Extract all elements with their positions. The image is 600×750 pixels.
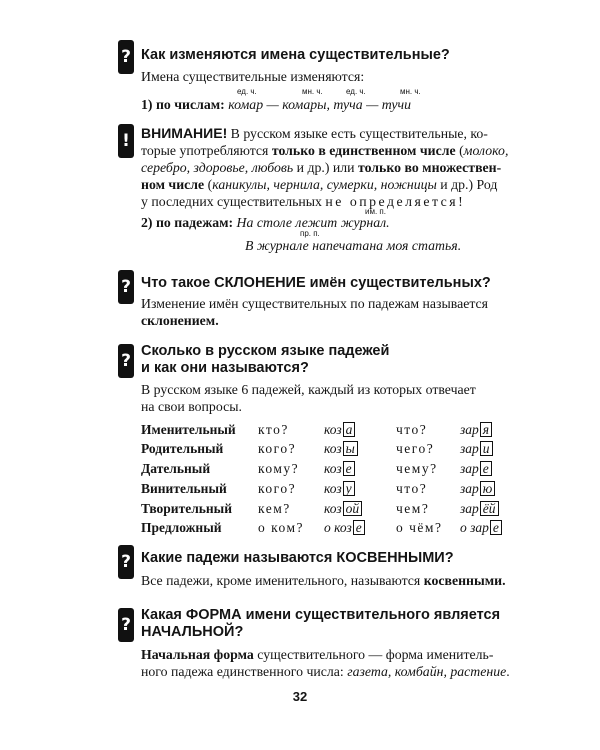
paragraph: Изменение имён существительных по падежам называется xyxy=(141,296,488,311)
case-example-zarya xyxy=(460,520,502,536)
word-stem: коз xyxy=(324,441,342,456)
ending-box: я xyxy=(480,422,492,437)
section-question: Какие падежи называются КОСВЕННЫМИ? xyxy=(141,550,454,566)
notice-text: ( xyxy=(455,143,464,158)
ending-box: ёй xyxy=(480,501,499,516)
notice-line xyxy=(141,125,488,142)
notice-text: и др.) или xyxy=(293,160,358,175)
case-question-inanimate: о чём? xyxy=(396,520,443,535)
paragraph: Имена существительные изменяются: xyxy=(141,69,365,84)
case-name: Дательный xyxy=(141,461,211,476)
section-question: Какая ФОРМА имени существительного является xyxy=(141,607,501,623)
notice-emphasis: ном числе xyxy=(141,177,205,192)
word-stem: коз xyxy=(324,422,342,437)
case-example-koza xyxy=(324,501,362,517)
section-question: НАЧАЛЬНОЙ? xyxy=(141,624,244,640)
ending-box: ю xyxy=(480,481,496,496)
question-icon: ? xyxy=(118,608,134,642)
case-question-animate: о ком? xyxy=(258,520,305,535)
paragraph-text: . xyxy=(506,664,510,679)
word-stem: коз xyxy=(324,481,342,496)
grammar-mark: ед. ч. xyxy=(237,87,257,96)
ending-box: а xyxy=(343,422,356,437)
notice-text: В русском языке есть существительные, ко- xyxy=(227,126,488,141)
grammar-mark: ед. ч. xyxy=(346,87,366,96)
cases-line xyxy=(141,214,390,231)
word-stem: о коз xyxy=(324,520,352,535)
case-name: Именительный xyxy=(141,422,236,437)
notice-example: серебро, здоровье, любовь xyxy=(141,160,294,175)
paragraph-text: Все падежи, кроме именительного, называются xyxy=(141,573,424,588)
grammar-mark: им. п. xyxy=(365,207,386,216)
ending-box: ы xyxy=(343,441,358,456)
notice-text: и др.) Род xyxy=(436,177,498,192)
notice-example: молоко, xyxy=(463,143,509,158)
paragraph-example: газета, комбайн, растение xyxy=(347,664,507,679)
ending-box: е xyxy=(353,520,365,535)
notice-line xyxy=(141,176,497,193)
cases-example: В журнале напечатана моя статья. xyxy=(245,238,462,253)
notice-line xyxy=(141,159,501,176)
numbers-example: комар — комары, туча — тучи xyxy=(228,97,412,112)
case-example-zarya xyxy=(460,481,495,497)
notice-text: ( xyxy=(204,177,213,192)
page-number: 32 xyxy=(292,689,308,704)
paragraph-emphasis: склонением. xyxy=(141,313,219,328)
case-question-animate: кого? xyxy=(258,481,297,496)
word-stem: коз xyxy=(324,461,342,476)
ending-box: е xyxy=(343,461,355,476)
case-name: Родительный xyxy=(141,441,224,456)
word-stem: зар xyxy=(460,461,479,476)
question-icon: ? xyxy=(118,344,134,378)
case-example-zarya xyxy=(460,461,492,477)
case-example-koza xyxy=(324,441,358,457)
notice-spaced: не определяется xyxy=(325,194,459,209)
word-stem: зар xyxy=(460,501,479,516)
paragraph-text: существительного — форма именитель- xyxy=(253,647,494,662)
cases-example: На столе лежит журнал. xyxy=(236,215,390,230)
paragraph-emphasis: косвенными. xyxy=(423,573,506,588)
numbers-label: 1) по числам: xyxy=(141,97,225,112)
word-stem: о зар xyxy=(460,520,489,535)
notice-emphasis: только в единственном числе xyxy=(271,143,456,158)
ending-box: ой xyxy=(343,501,363,516)
question-icon: ? xyxy=(118,40,134,74)
case-name: Предложный xyxy=(141,520,222,535)
case-question-inanimate: чего? xyxy=(396,441,435,456)
notice-line xyxy=(141,142,508,159)
question-icon: ? xyxy=(118,545,134,579)
notice-text: торые употребляются xyxy=(141,143,272,158)
word-stem: коз xyxy=(324,501,342,516)
section-question: Что такое СКЛОНЕНИЕ имён существительных? xyxy=(141,275,491,291)
notice-heading: ВНИМАНИЕ! xyxy=(141,125,228,141)
case-question-animate: кого? xyxy=(258,441,297,456)
case-question-animate: кем? xyxy=(258,501,291,516)
case-example-koza xyxy=(324,422,355,438)
case-question-inanimate: что? xyxy=(396,481,428,496)
case-example-koza xyxy=(324,481,355,497)
ending-box: у xyxy=(343,481,355,496)
case-example-zarya xyxy=(460,501,499,517)
case-question-inanimate: чему? xyxy=(396,461,438,476)
section-question: Как изменяются имена существительные? xyxy=(141,47,450,63)
notice-text: ! xyxy=(458,194,463,209)
case-question-animate: кому? xyxy=(258,461,300,476)
numbers-line xyxy=(141,96,411,113)
section-question: Сколько в русском языке падежей xyxy=(141,343,390,359)
case-example-koza xyxy=(324,520,365,536)
notice-example: каникулы, чернила, сумерки, ножницы xyxy=(212,177,437,192)
case-question-animate: кто? xyxy=(258,422,289,437)
word-stem: зар xyxy=(460,422,479,437)
grammar-mark: пр. п. xyxy=(300,229,320,238)
word-stem: зар xyxy=(460,441,479,456)
paragraph-text: ного падежа единственного числа: xyxy=(141,664,348,679)
paragraph: на свои вопросы. xyxy=(141,399,242,414)
case-example-zarya xyxy=(460,422,492,438)
notice-line xyxy=(141,193,463,210)
question-icon: ? xyxy=(118,270,134,304)
word-stem: зар xyxy=(460,481,479,496)
grammar-mark: мн. ч. xyxy=(400,87,421,96)
case-name: Винительный xyxy=(141,481,227,496)
grammar-mark: мн. ч. xyxy=(302,87,323,96)
case-example-koza xyxy=(324,461,355,477)
exclamation-icon: ! xyxy=(118,124,134,158)
paragraph xyxy=(141,646,493,663)
case-name: Творительный xyxy=(141,501,232,516)
notice-text: у последних существительных xyxy=(141,194,326,209)
case-question-inanimate: что? xyxy=(396,422,428,437)
section-question: и как они называются? xyxy=(141,360,309,376)
paragraph xyxy=(141,572,506,589)
cases-label: 2) по падежам: xyxy=(141,215,234,230)
notice-emphasis: только во множествен- xyxy=(358,160,502,175)
ending-box: е xyxy=(490,520,502,535)
paragraph: В русском языке 6 падежей, каждый из которых отвечает xyxy=(141,382,476,397)
case-example-zarya xyxy=(460,441,493,457)
ending-box: и xyxy=(480,441,493,456)
paragraph-emphasis: Начальная форма xyxy=(141,647,254,662)
ending-box: е xyxy=(480,461,492,476)
case-question-inanimate: чем? xyxy=(396,501,430,516)
paragraph xyxy=(141,663,510,680)
